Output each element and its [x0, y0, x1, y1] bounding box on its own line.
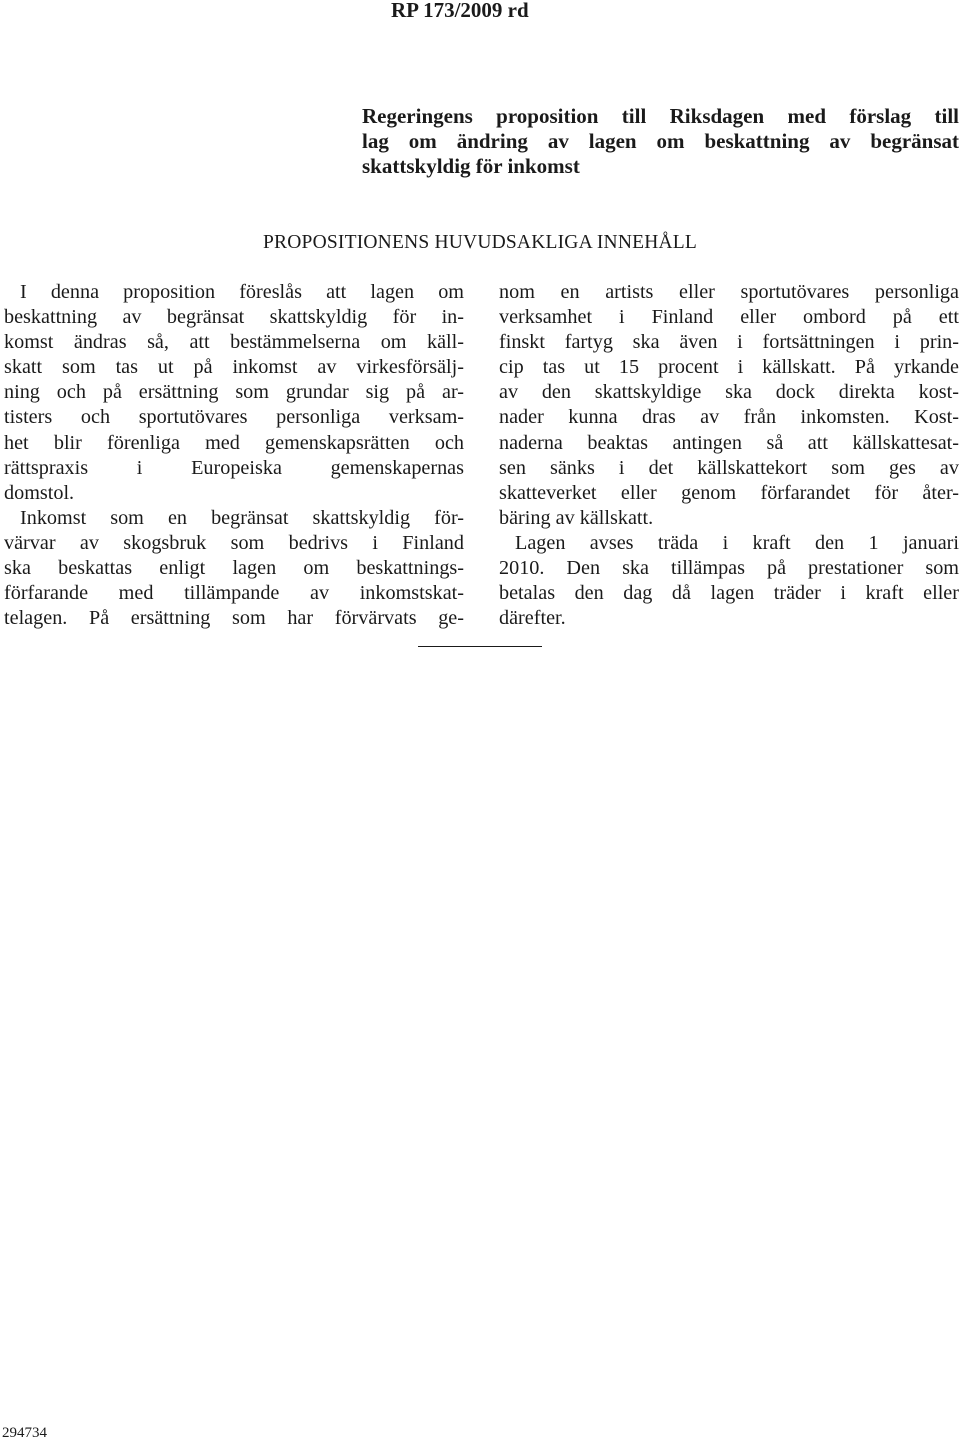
- right-paragraph-2: [499, 531, 959, 631]
- text-line: skatteverket eller genom förfarandet för åter-: [499, 481, 959, 504]
- text-line: verksamhet i Finland eller ombord på ett: [499, 306, 959, 329]
- text-line: 2010. Den ska tillämpas på prestationer som: [499, 557, 959, 580]
- text-line: därefter.: [499, 607, 566, 630]
- title-line: Regeringens proposition till Riksdagen med förslag till: [362, 104, 959, 128]
- text-line: bäring av källskatt.: [499, 506, 654, 529]
- text-line: rättspraxis i Europeiska gemenskapernas: [4, 456, 464, 479]
- text-line: Inkomst som en begränsat skattskyldig för-: [20, 506, 464, 529]
- text-line: finskt fartyg ska även i fortsättningen i prin-: [499, 331, 959, 354]
- right-column: [499, 280, 959, 631]
- text-line: av den skattskyldige ska dock direkta kost-: [499, 381, 959, 404]
- text-line: domstol.: [4, 481, 75, 504]
- text-line: värvar av skogsbruk som bedrivs i Finland: [4, 531, 464, 554]
- text-line: skatt som tas ut på inkomst av virkesförsälj-: [4, 356, 464, 379]
- text-line: komst ändras så, att bestämmelserna om käll-: [4, 331, 464, 354]
- text-line: nom en artists eller sportutövares personliga: [499, 281, 959, 303]
- text-line: Lagen avses träda i kraft den 1 januari: [515, 531, 959, 554]
- left-column: [4, 280, 464, 631]
- document-number: RP 173/2009 rd: [391, 0, 529, 22]
- text-line: naderna beaktas antingen så att källskattesat-: [499, 431, 959, 454]
- text-line: telagen. På ersättning som har förvärvats ge-: [4, 607, 464, 630]
- text-line: nader kunna dras av från inkomsten. Kost-: [499, 406, 959, 429]
- proposition-title: [362, 104, 959, 179]
- text-line: förfarande med tillämpande av inkomstskat-: [4, 582, 464, 605]
- text-line: beskattning av begränsat skattskyldig för in-: [4, 306, 464, 329]
- right-paragraph-1: [499, 280, 959, 531]
- left-paragraph-2: [4, 506, 464, 631]
- title-line: skattskyldig för inkomst: [362, 154, 580, 178]
- text-line: betalas den dag då lagen träder i kraft eller: [499, 582, 959, 605]
- section-heading: PROPOSITIONENS HUVUDSAKLIGA INNEHÅLL: [262, 232, 698, 253]
- text-line: cip tas ut 15 procent i källskatt. På yrkande: [499, 356, 959, 379]
- section-end-rule: [418, 646, 542, 647]
- title-line: lag om ändring av lagen om beskattning av begränsat: [362, 129, 959, 153]
- page-identifier: 294734: [2, 1425, 47, 1441]
- text-line: tisters och sportutövares personliga verksam-: [4, 406, 464, 429]
- text-line: sen sänks i det källskattekort som ges av: [499, 456, 959, 479]
- text-line: ning och på ersättning som grundar sig på ar-: [4, 381, 464, 404]
- text-line: ska beskattas enligt lagen om beskattnings-: [4, 557, 464, 580]
- text-line: het blir förenliga med gemenskapsrätten och: [4, 431, 464, 454]
- text-line: I denna proposition föreslås att lagen om: [20, 281, 464, 303]
- left-paragraph-1: [4, 280, 464, 506]
